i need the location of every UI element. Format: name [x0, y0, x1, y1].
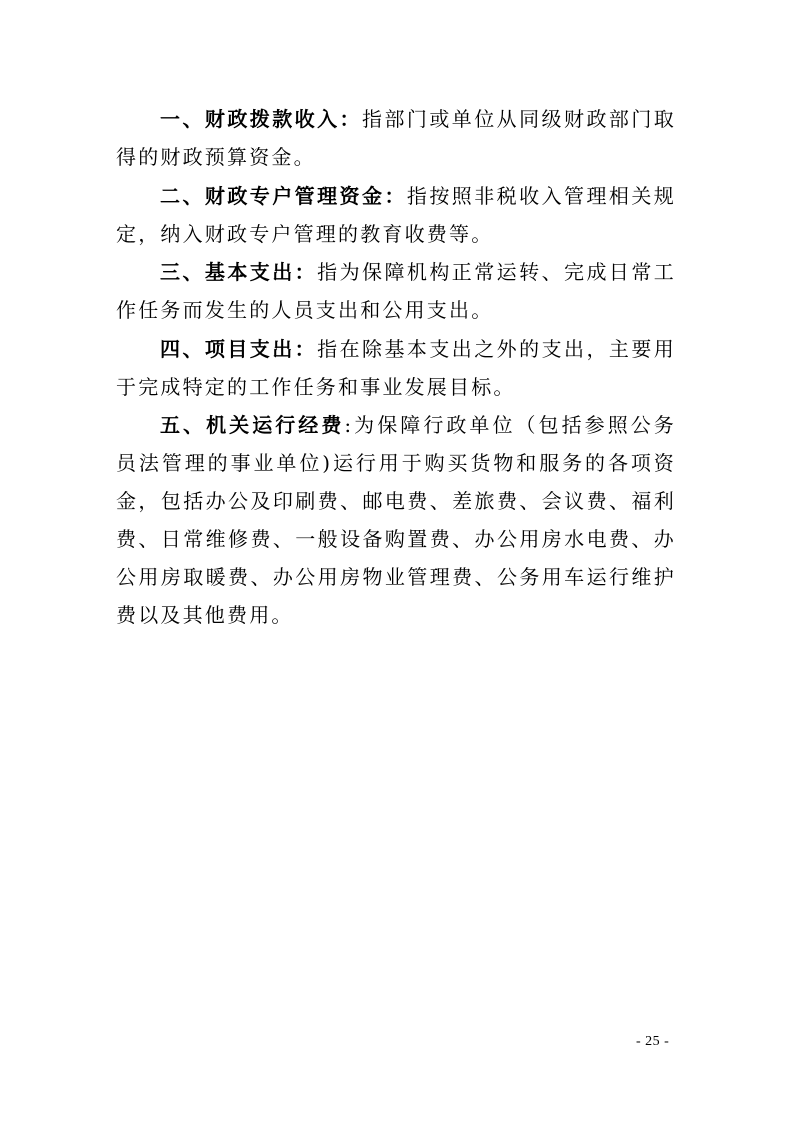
definition-paragraph: [116, 100, 676, 176]
definition-term: 三、基本支出：: [160, 260, 318, 284]
definition-term: 二、财政专户管理资金：: [160, 183, 407, 208]
page-number: - 25 -: [636, 1034, 670, 1049]
document-body: [116, 100, 676, 635]
definition-text: :为保障行政单位（包括参照公务员法管理的事业单位)运行用于购买货物和服务的各项资金，包括办公及印刷费、邮电费、差旅费、会议费、福利费、日常维修费、一般设备购置费、办公用房水电费、办公用房取暖费、办公用房物业管理费、公务用车运行维护费以及其他费用。: [116, 413, 676, 627]
definition-paragraph: [116, 177, 676, 253]
definition-term: 一、财政拨款收入：: [160, 107, 362, 131]
definition-paragraph: [116, 330, 676, 406]
definition-paragraph: [116, 253, 676, 329]
definition-text: 指在除基本支出之外的支出，主要用于完成特定的工作任务和事业发展目标。: [116, 336, 677, 399]
definition-text: 指为保障机构正常运转、完成日常工作任务而发生的人员支出和公用支出。: [116, 260, 677, 322]
definition-text: 指部门或单位从同级财政部门取得的财政预算资金。: [116, 107, 676, 169]
definition-text: 指按照非税收入管理相关规定，纳入财政专户管理的教育收费等。: [116, 183, 677, 246]
definition-paragraph: [116, 406, 676, 634]
definition-term: 五、机关运行经费: [160, 413, 345, 437]
definition-term: 四、项目支出：: [160, 336, 318, 361]
